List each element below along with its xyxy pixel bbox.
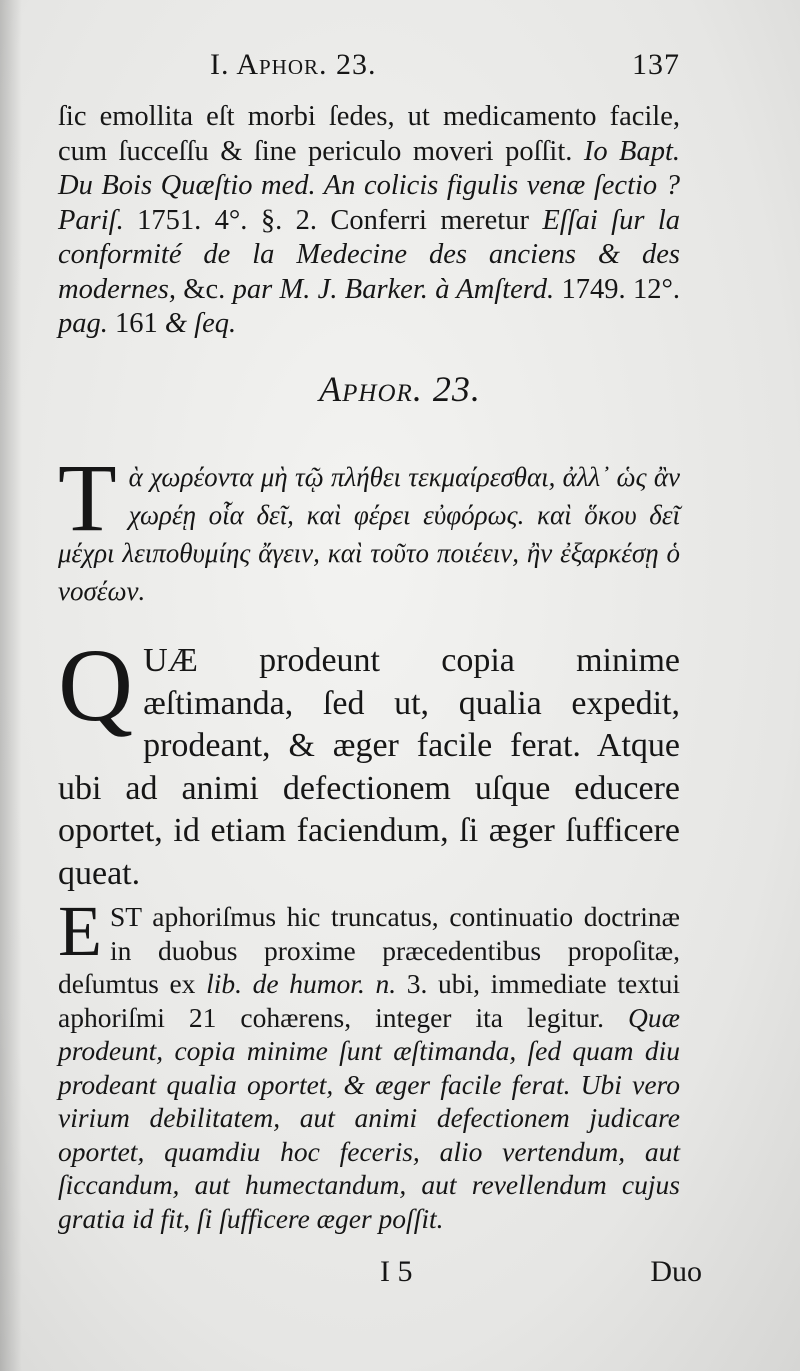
running-header [210, 48, 680, 88]
catchword: Duo [650, 1255, 702, 1288]
binding-shadow [0, 0, 22, 1371]
intro-text-e: 161 [107, 308, 165, 339]
intro-text-b: 1751. 4°. §. 2. Conferri meretur [123, 204, 543, 236]
latin-first-word: UÆ [143, 642, 198, 679]
greek-drop-cap: T [58, 444, 117, 551]
intro-paragraph [58, 100, 680, 342]
intro-citation-e: & ſeq. [164, 308, 237, 339]
running-title: I. Aphor. 23. [210, 48, 377, 81]
commentary-paragraph [58, 891, 680, 1235]
greek-aphorism [58, 444, 680, 610]
aphorism-heading: Aphor. 23. [319, 369, 481, 409]
commentary-quote: Quæ prodeunt, copia minime ſunt æſtimanda, ſed quam diu prodeant qualia oportet, & æger facile ferat. Ubi vero virium debilitatem, aut animi defectionem judicare oportet, quamdiu hoc feceris, alio vertendum, aut ſiccandum, aut humectandum, aut revellendum cujus gratia id fit, ſi ſufficere æger poſſit. [58, 1001, 680, 1234]
intro-citation-d: pag. [58, 308, 108, 339]
intro-text-c: &c. [175, 273, 233, 305]
greek-text: ὰ χωρέοντα μὴ τῷ πλήθει τεκμαίρεσθαι, ἀλλ᾽ ὡς ἂν χωρέῃ οἷα δεῖ, καὶ φέρει εὐφόρως. καὶ ὅκου δεῖ μέχρι λειποθυμίης ἄγειν, καὶ τοῦτο ποιέειν, ἢν ἐξαρκέσῃ ὁ νοσέων. [58, 462, 680, 606]
intro-citation-b: Eſſai ſur la conformité de la Medecine des anciens & des modernes, [58, 204, 680, 305]
intro-citation-c: par M. J. Barker. à Amſterd. [232, 273, 555, 305]
page-number: 137 [632, 48, 680, 81]
intro-text-d: 1749. 12°. [554, 273, 680, 305]
page-footer [380, 1255, 702, 1295]
latin-aphorism [58, 628, 680, 895]
latin-text: prodeunt copia minime æſtimanda, ſed ut, qualia expedit, prodeant, & æger facile ferat. Atque ubi ad animi defectionem uſque educere oportet, id etiam faciendum, ſi æger ſufficere queat. [58, 642, 680, 892]
signature-mark: I 5 [380, 1255, 413, 1288]
intro-citation-a: Io Bapt. Du Bois Quæſtio med. An colicis figulis venæ ſectio ? Pariſ. [58, 135, 681, 236]
commentary-citation: lib. de humor. n. [206, 968, 397, 999]
commentary-drop-cap: E [58, 891, 102, 971]
commentary-text-a: aphoriſmus hic truncatus, continuatio doctrinæ in duobus proxime præcedentibus propoſitæ, deſumtus ex [58, 901, 680, 999]
commentary-first-word: ST [109, 901, 142, 932]
latin-drop-cap: Q [58, 628, 134, 743]
commentary-text-b: 3. ubi, immediate textui aphoriſmi 21 cohærens, integer ita legitur. [58, 968, 680, 1033]
intro-text-a: ſic emollita eſt morbi ſedes, ut medicamento facile, cum ſucceſſu & ſine periculo moveri poſſit. [58, 101, 680, 167]
